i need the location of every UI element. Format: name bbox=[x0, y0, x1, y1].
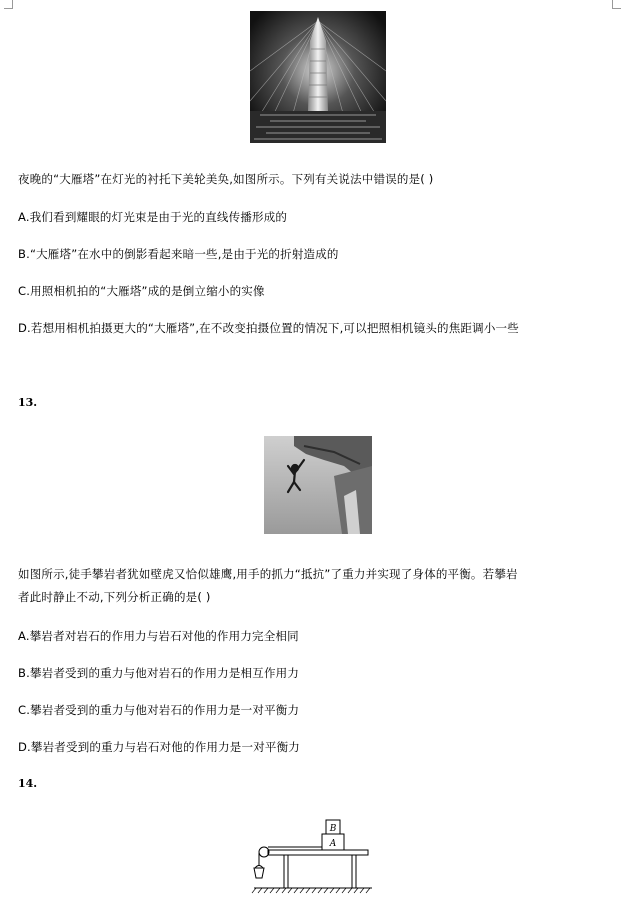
q13-option-d: D.攀岩者受到的重力与岩石对他的作用力是一对平衡力 bbox=[18, 740, 301, 754]
q12-stem: 夜晚的“大雁塔”在灯光的衬托下美轮美奂,如图所示。下列有关说法中错误的是( ) bbox=[18, 172, 434, 186]
q13-stem-line2: 者此时静止不动,下列分析正确的是( ) bbox=[18, 590, 211, 604]
q13-stem-line1: 如图所示,徒手攀岩者犹如壁虎又恰似雄鹰,用手的抓力“抵抗”了重力并实现了身体的平衡。若攀岩 bbox=[18, 567, 518, 581]
q12-option-d: D.若想用相机拍摄更大的“大雁塔”,在不改变拍摄位置的情况下,可以把照相机镜头的焦距调小一些 bbox=[18, 321, 519, 335]
q13-option-a: A.攀岩者对岩石的作用力与岩石对他的作用力完全相同 bbox=[18, 629, 299, 643]
page-corner-mark-left bbox=[4, 0, 13, 9]
q13-option-b: B.攀岩者受到的重力与他对岩石的作用力是相互作用力 bbox=[18, 666, 300, 680]
q12-option-c: C.用照相机拍的“大雁塔”成的是倒立缩小的实像 bbox=[18, 284, 265, 298]
rock-climber-photo bbox=[264, 436, 372, 534]
tower-night-photo bbox=[250, 11, 386, 143]
q12-option-a: A.我们看到耀眼的灯光束是由于光的直线传播形成的 bbox=[18, 210, 288, 224]
q13-number: 13. bbox=[18, 396, 38, 409]
block-b-label: B bbox=[329, 824, 337, 834]
q12-option-b: B.“大雁塔”在水中的倒影看起来暗一些,是由于光的折射造成的 bbox=[18, 247, 339, 261]
page-corner-mark-right bbox=[612, 0, 621, 9]
q14-number: 14. bbox=[18, 777, 38, 790]
pulley-table-diagram bbox=[250, 816, 374, 896]
q13-option-c: C.攀岩者受到的重力与他对岩石的作用力是一对平衡力 bbox=[18, 703, 300, 717]
block-a-label: A bbox=[329, 839, 337, 849]
